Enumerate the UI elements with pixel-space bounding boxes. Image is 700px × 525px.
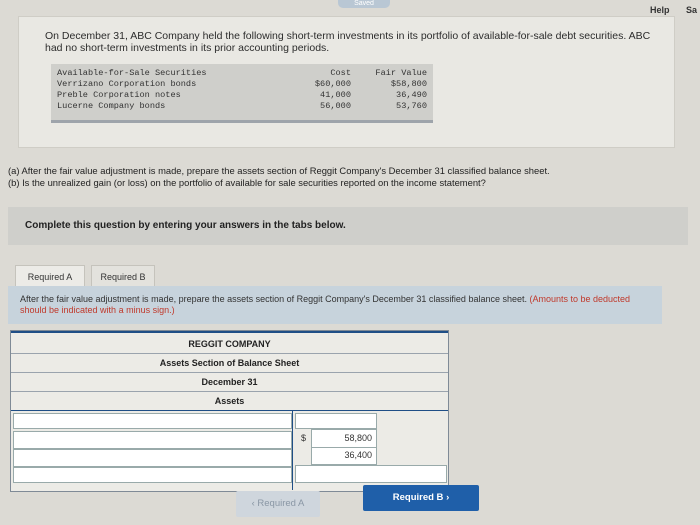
prev-label: Required A — [257, 498, 305, 509]
security-name: Lucerne Company bonds — [57, 101, 166, 111]
line-item-amount-input[interactable] — [311, 447, 377, 465]
questions — [8, 165, 700, 189]
security-name: Verrizano Corporation bonds — [57, 79, 197, 89]
problem-intro: On December 31, ABC Company held the following short-term investments in its portfolio of available-for-sale debt securities. ABC had no short-term investments in its prior accounting periods. — [45, 30, 651, 54]
chevron-right-icon: › — [446, 492, 450, 503]
save-link[interactable]: Sa — [686, 5, 698, 15]
line-item-label-input[interactable] — [13, 413, 292, 429]
question-a: (a) After the fair value adjustment is made, prepare the assets section of Reggit Company's December 31 classified balance sheet. — [8, 165, 550, 176]
next-label: Required B — [392, 492, 444, 503]
sheet-title: Assets Section of Balance Sheet — [11, 354, 448, 373]
line-item-amount-input[interactable] — [295, 413, 377, 429]
header-fair-value: Fair Value — [375, 68, 427, 78]
line-item-label-input[interactable] — [13, 431, 292, 449]
security-cost: 56,000 — [320, 101, 351, 111]
question-b: (b) Is the unrealized gain (or loss) on the portfolio of available for sale securities reported on the income statement? — [8, 177, 486, 188]
sheet-date: December 31 — [11, 373, 448, 392]
line-item-amount-input[interactable] — [311, 429, 377, 449]
instruction-text — [20, 294, 640, 316]
dollar-sign: $ — [301, 433, 307, 443]
instruction-note: (Amounts to be deducted should be indicated with a minus sign.) — [20, 294, 631, 315]
instruction-main: After the fair value adjustment is made, prepare the assets section of Reggit Company's December 31 classified balance sheet. — [20, 294, 527, 304]
next-required-b-button[interactable] — [363, 485, 479, 511]
tab-required-a[interactable]: Required A — [15, 265, 85, 288]
security-fair-value: 53,760 — [396, 101, 427, 111]
help-link[interactable]: Help — [650, 5, 670, 15]
line-item-label-input[interactable] — [13, 449, 292, 467]
security-cost: 41,000 — [320, 90, 351, 100]
line-item-amount-input[interactable] — [295, 465, 447, 483]
security-fair-value: $58,800 — [390, 79, 427, 89]
saved-indicator: Saved — [338, 0, 390, 8]
security-fair-value: 36,490 — [396, 90, 427, 100]
chevron-left-icon: ‹ — [251, 498, 255, 509]
balance-sheet-form — [10, 330, 449, 492]
company-name: REGGIT COMPANY — [11, 335, 448, 354]
header-cost: Cost — [330, 68, 351, 78]
securities-table — [51, 64, 433, 123]
complete-prompt: Complete this question by entering your answers in the tabs below. — [25, 220, 346, 231]
line-item-label-input[interactable] — [13, 467, 292, 483]
prev-required-a-button[interactable] — [236, 491, 320, 517]
amount-value: 36,400 — [344, 450, 372, 460]
security-name: Preble Corporation notes — [57, 90, 181, 100]
header-securities: Available-for-Sale Securities — [57, 68, 207, 78]
tab-required-b[interactable]: Required B — [91, 265, 155, 288]
security-cost: $60,000 — [314, 79, 351, 89]
section-heading: Assets — [214, 396, 245, 406]
amount-value: 58,800 — [344, 433, 372, 443]
